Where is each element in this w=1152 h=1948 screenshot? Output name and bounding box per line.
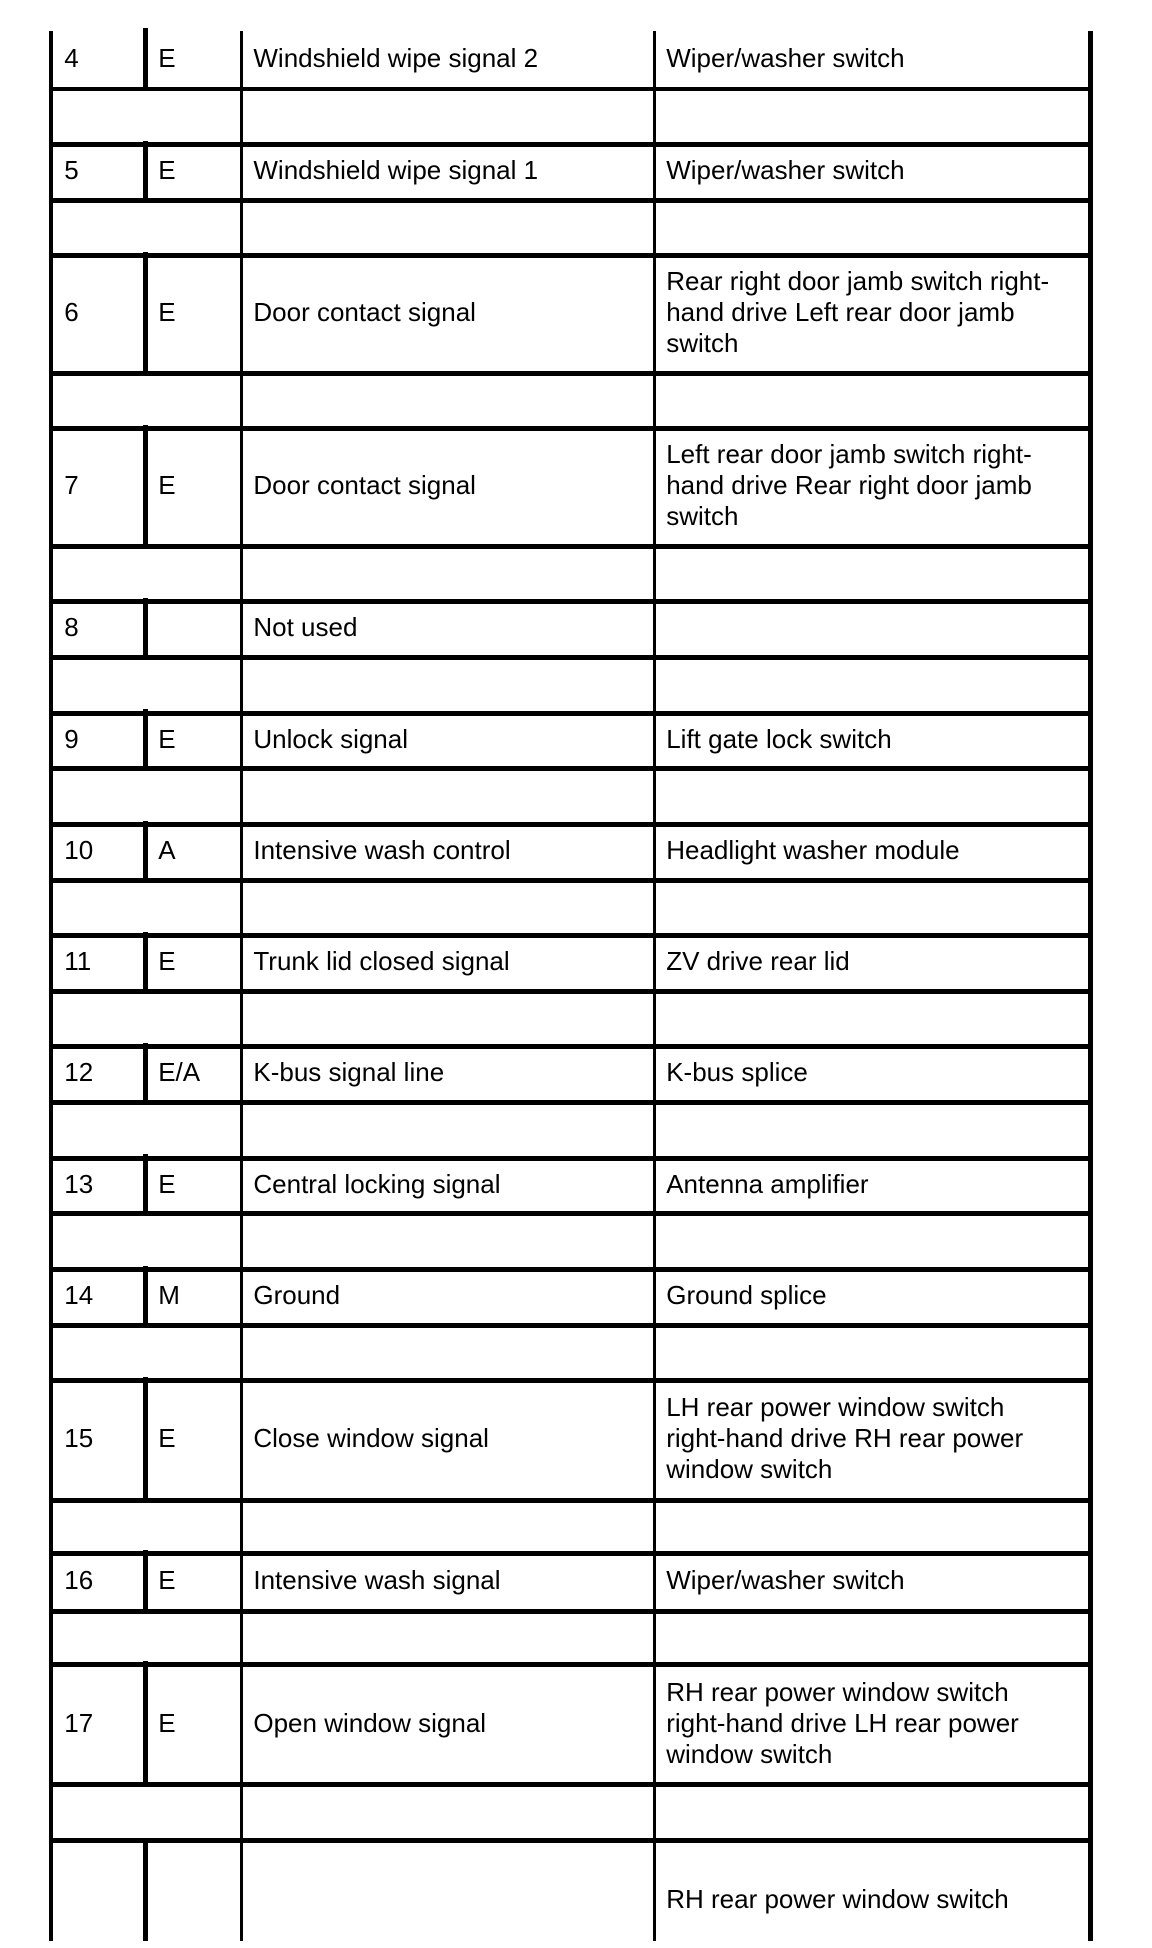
column-separator-type [143, 598, 148, 657]
column-separator-type [143, 1154, 148, 1213]
pin-cell: 13 [64, 1168, 94, 1199]
type-cell: E [158, 946, 176, 977]
pin-cell: 4 [64, 43, 79, 74]
connection-cell: Wiper/washer switch [666, 43, 905, 74]
table-border-right [1088, 31, 1093, 1941]
column-separator-type [143, 425, 148, 546]
pin-cell: 6 [64, 297, 79, 328]
description-cell: Intensive wash signal [253, 1565, 501, 1596]
column-separator-connection [653, 31, 657, 1941]
description-cell: Not used [253, 612, 358, 643]
column-separator-type [143, 1043, 148, 1102]
connection-cell: K-bus splice [666, 1057, 808, 1088]
description-cell: Open window signal [253, 1707, 487, 1738]
pin-cell: 16 [64, 1565, 94, 1596]
row-divider [49, 1498, 1092, 1503]
connection-cell: Headlight washer module [666, 834, 960, 865]
connection-cell: RH rear power window switch right-hand drive LH rear power window switch [666, 1676, 1019, 1769]
pin-cell: 11 [64, 946, 92, 977]
column-separator-type [143, 252, 148, 373]
pin-cell: 7 [64, 470, 79, 501]
connection-cell: Wiper/washer switch [666, 1565, 905, 1596]
type-cell: A [158, 834, 176, 865]
pin-cell: 12 [64, 1057, 94, 1088]
column-separator-type [143, 932, 148, 991]
connection-cell: ZV drive rear lid [666, 946, 850, 977]
row-divider [49, 1609, 1092, 1614]
connection-cell: Rear right door jamb switch right- hand drive Left rear door jamb switch [666, 266, 1050, 359]
description-cell: Intensive wash control [253, 834, 511, 865]
table-border-left [49, 31, 53, 1941]
row-divider [49, 766, 1092, 771]
column-separator-type [143, 1840, 148, 1940]
row-divider [49, 87, 1092, 92]
connection-cell: RH rear power window switch [666, 1884, 1009, 1915]
type-cell: E [158, 43, 176, 74]
description-cell: Trunk lid closed signal [253, 946, 510, 977]
description-cell: Central locking signal [253, 1168, 501, 1199]
type-cell: E [158, 1423, 176, 1454]
column-separator-type [143, 28, 148, 89]
type-cell: E [158, 1565, 176, 1596]
column-separator-type [143, 709, 148, 768]
type-cell: E [158, 1168, 176, 1199]
column-separator-type [143, 1377, 148, 1501]
description-cell: Close window signal [253, 1423, 489, 1454]
type-cell: M [158, 1279, 180, 1310]
pin-cell: 10 [64, 834, 94, 865]
connection-cell: LH rear power window switch right-hand drive RH rear power window switch [666, 1392, 1024, 1485]
row-divider [49, 1323, 1092, 1328]
row-divider [49, 989, 1092, 994]
column-separator-type [143, 1550, 148, 1612]
description-cell: Windshield wipe signal 2 [253, 43, 539, 74]
connection-cell: Ground splice [666, 1279, 827, 1310]
row-divider [49, 1782, 1092, 1787]
row-divider [49, 878, 1092, 883]
description-cell: Door contact signal [253, 297, 476, 328]
column-separator-type [143, 821, 148, 880]
type-cell: E [158, 155, 176, 186]
type-cell: E [158, 470, 176, 501]
pin-cell: 8 [64, 612, 79, 643]
description-cell: Ground [253, 1279, 341, 1310]
type-cell [158, 1840, 236, 1940]
pin-cell: 15 [64, 1423, 94, 1454]
description-cell [253, 1840, 649, 1940]
type-cell: E [158, 723, 176, 754]
type-cell: E [158, 297, 176, 328]
pin-cell: 17 [64, 1707, 94, 1738]
row-divider [49, 1211, 1092, 1216]
connection-cell: Left rear door jamb switch right- hand drive Rear right door jamb switch [666, 439, 1032, 532]
row-divider [49, 371, 1092, 376]
type-cell: E/A [158, 1057, 201, 1088]
row-divider [49, 655, 1092, 660]
description-cell: Unlock signal [253, 723, 409, 754]
connection-cell: Antenna amplifier [666, 1168, 869, 1199]
type-cell [158, 601, 236, 655]
column-separator-description [240, 31, 244, 1941]
row-divider [49, 544, 1092, 549]
connection-cell [666, 601, 1084, 655]
column-separator-type [143, 1266, 148, 1325]
pin-cell: 14 [64, 1279, 94, 1310]
column-separator-type [143, 1661, 148, 1785]
connection-cell: Lift gate lock switch [666, 723, 892, 754]
pin-cell: 5 [64, 155, 79, 186]
column-separator-type [143, 141, 148, 200]
row-divider [49, 198, 1092, 203]
connection-cell: Wiper/washer switch [666, 155, 905, 186]
row-divider [49, 1100, 1092, 1105]
pin-cell [64, 1840, 141, 1940]
pin-cell: 9 [64, 723, 79, 754]
type-cell: E [158, 1707, 176, 1738]
description-cell: Windshield wipe signal 1 [253, 155, 539, 186]
description-cell: K-bus signal line [253, 1057, 445, 1088]
description-cell: Door contact signal [253, 470, 476, 501]
